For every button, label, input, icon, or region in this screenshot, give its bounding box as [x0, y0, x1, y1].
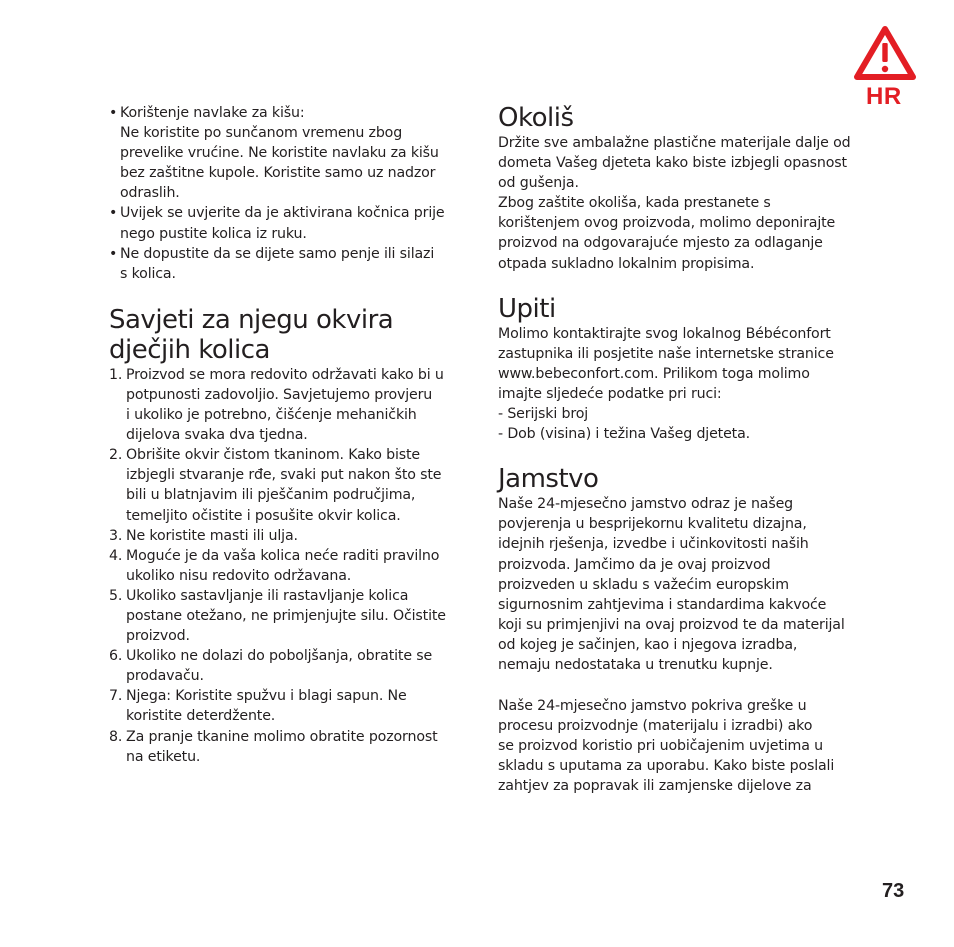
- bullet-item: • Ne dopustite da se dijete samo penje ili silazi s kolica.: [109, 244, 454, 284]
- paragraph-spacer: [498, 675, 858, 696]
- list-item: [109, 686, 454, 726]
- step-text: Ukoliko ne dolazi do poboljšanja, obratite se prodavaču.: [126, 648, 433, 685]
- list-item: [109, 365, 454, 445]
- step-number: 3.: [109, 527, 123, 544]
- step-number: 1.: [109, 366, 123, 383]
- step-text: Proizvod se mora redovito održavati kako bi u potpunosti zadovoljio. Savjetujemo provjeru i ukoliko je potrebno, čišćenje mehaničkih dijelova svaka dva tjedna.: [126, 366, 444, 444]
- warning-triangle-icon: [852, 24, 918, 82]
- environment-paragraph: Zbog zaštite okoliša, kada prestanete s korištenjem ovog proizvoda, molimo deponirajte proizvod na odgovarajuće mjesto za odlaganje otpada sukladno lokalnim propisima.: [498, 195, 836, 272]
- list-item: [109, 445, 454, 525]
- environment-heading: Okoliš: [498, 103, 574, 133]
- list-item: [109, 646, 454, 686]
- warranty-paragraph: Naše 24-mjesečno jamstvo pokriva greške u procesu proizvodnje (materijalu i izradbi) ako se proizvod koristio pri uobičajenim uvjetima u skladu s uputama za uporabu. Kako biste poslali zahtjev za popravak ili zamjenske dijelove za: [498, 698, 835, 795]
- step-text: Ne koristite masti ili ulja.: [126, 527, 298, 544]
- list-item: [109, 727, 454, 767]
- bullet-item: • Uvijek se uvjerite da je aktivirana kočnica prije nego pustite kolica iz ruku.: [109, 203, 454, 243]
- list-item: [109, 526, 454, 546]
- list-item: [109, 546, 454, 586]
- step-number: 4.: [109, 547, 123, 564]
- care-heading: Savjeti za njegu okvira dječjih kolica: [109, 304, 394, 365]
- warranty-heading: Jamstvo: [498, 464, 599, 495]
- page-number: 73: [882, 880, 905, 902]
- step-number: 8.: [109, 728, 123, 745]
- left-column: [109, 103, 454, 767]
- step-text: Za pranje tkanine molimo obratite pozornost na etiketu.: [126, 728, 438, 765]
- step-number: 6.: [109, 648, 123, 665]
- environment-paragraph: Držite sve ambalažne plastične materijale dalje od dometa Vašeg djeteta kako biste izbjegli opasnost od gušenja.: [498, 135, 851, 192]
- right-column: [498, 103, 858, 797]
- list-item: [109, 586, 454, 646]
- step-text: Ukoliko sastavljanje ili rastavljanje kolica postane otežano, ne primjenjujte silu. Očistite proizvod.: [126, 587, 446, 645]
- safety-bullet-list: [109, 103, 454, 284]
- step-number: 5.: [109, 587, 123, 604]
- inquiries-heading: Upiti: [498, 293, 556, 324]
- step-text: Moguće je da vaša kolica neće raditi pravilno ukoliko nisu redovito održavana.: [126, 547, 440, 584]
- step-number: 7.: [109, 688, 123, 705]
- warranty-paragraph: Naše 24-mjesečno jamstvo odraz je našeg povjerenja u besprijekornu kvalitetu dizajna, idejnih rješenja, izvedbe i učinkovitosti naših proizvoda. Jamčimo da je ovaj proizvod proizveden u skladu s važećim europskim sigurnosnim zahtjevima i standardima kakvoće koji su primjenjivi na ovaj proizvod te da materijal od kojeg je sačinjen, kao i njegova izradba, nemaju nedostataka u trenutku kupnje.: [498, 496, 845, 673]
- step-number: 2.: [109, 447, 123, 464]
- step-text: Njega: Koristite spužvu i blagi sapun. Ne koristite deterdžente.: [126, 688, 407, 725]
- inquiries-paragraph: Molimo kontaktirajte svog lokalnog Bébéconfort zastupnika ili posjetite naše internetske stranice www.bebeconfort.com. Prilikom toga molimo imajte sljedeće podatke pri ruci: - Serijski broj - Dob (visina) i težina Vašeg djeteta.: [498, 325, 834, 443]
- care-steps-list: [109, 365, 454, 767]
- language-code: HR: [866, 83, 902, 110]
- step-text: Obrišite okvir čistom tkaninom. Kako biste izbjegli stvaranje rđe, svaki put nakon što ste bili u blatnjavim ili pješčanim područjima, temeljito očistite i posušite okvir kolica.: [126, 447, 442, 524]
- bullet-item: • Korištenje navlake za kišu: Ne koristite po sunčanom vremenu zbog prevelike vrućine. Ne koristite navlaku za kišu bez zaštitne kupole. Koristite samo uz nadzor odraslih.: [109, 103, 454, 203]
